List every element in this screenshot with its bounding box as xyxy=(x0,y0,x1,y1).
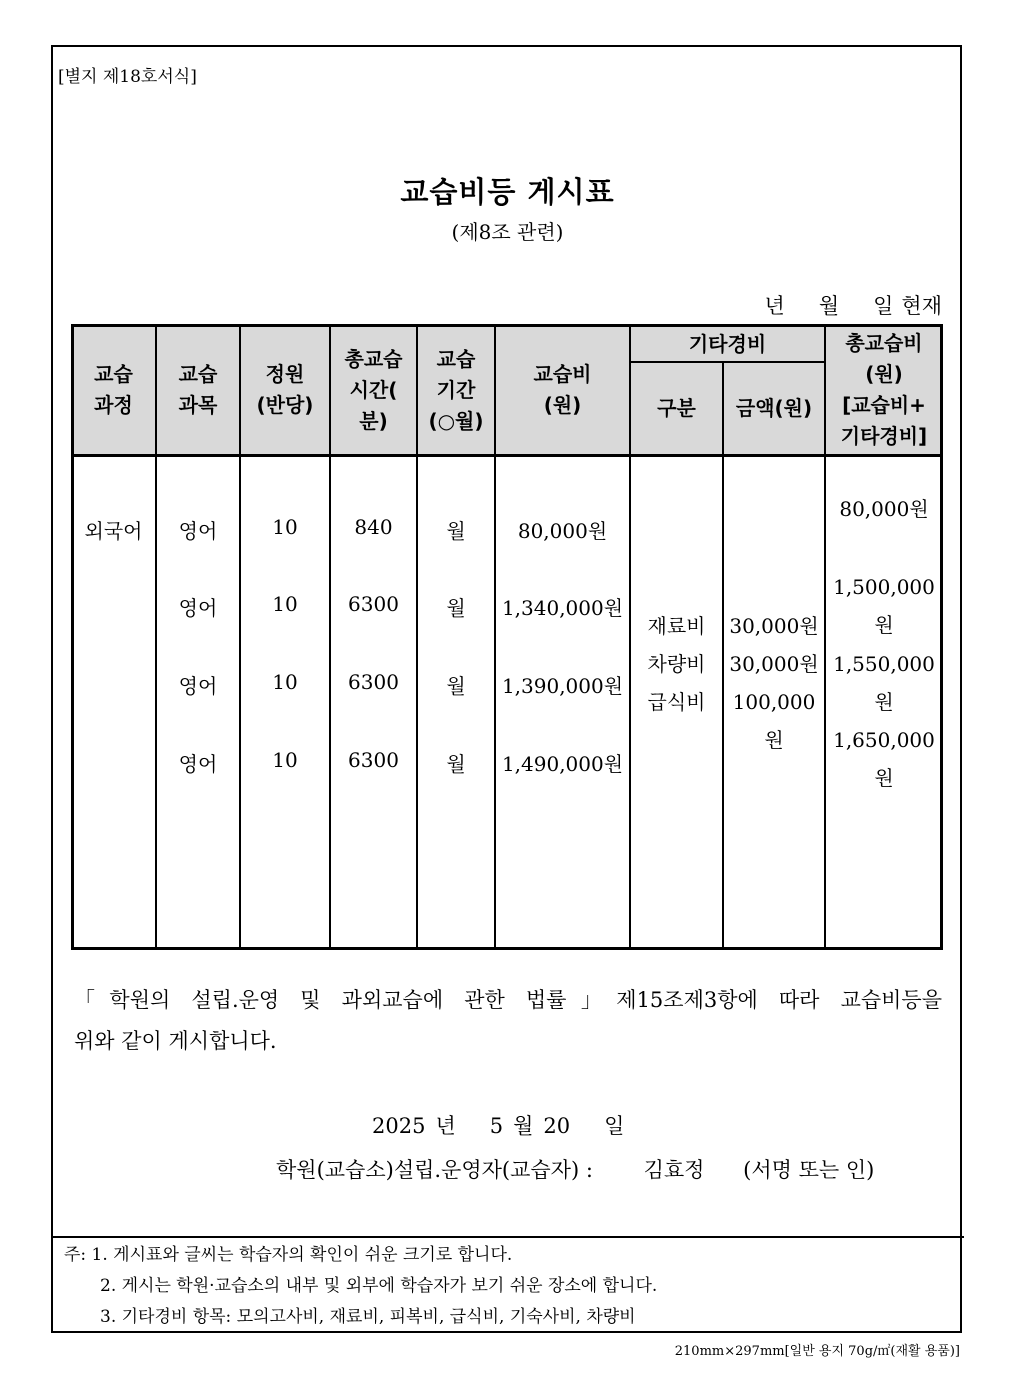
header-capacity: 정원 (반당) xyxy=(256,362,314,417)
header-other-category: 구분 xyxy=(657,396,696,420)
page-title: 교습비등 게시표 xyxy=(400,175,615,209)
as-of-date xyxy=(765,290,942,320)
total-4: 1,650,000 원 xyxy=(833,728,935,790)
other-categories: 재료비 차량비 급식비 xyxy=(647,614,706,714)
signer-line xyxy=(276,1154,874,1184)
row-3-period: 월 xyxy=(446,674,466,698)
date-day: 20 xyxy=(543,1114,571,1138)
signature-hint: (서명 또는 인) xyxy=(743,1158,875,1182)
header-total-hours: 총교습 시간( 분) xyxy=(344,346,403,433)
row-3-hours: 6300 xyxy=(348,670,399,694)
header-course: 교습 과정 xyxy=(94,362,133,417)
row-2-subject: 영어 xyxy=(178,596,218,620)
note-3: 3. 기타경비 항목: 모의고사비, 재료비, 피복비, 급식비, 기숙사비, 차량비 xyxy=(100,1307,636,1327)
row-1-period: 월 xyxy=(446,519,466,543)
total-3: 1,550,000 원 xyxy=(833,652,935,714)
date-day-unit: 일 xyxy=(604,1114,625,1138)
header-subject: 교습 과목 xyxy=(178,362,218,417)
note-2: 2. 게시는 학원·교습소의 내부 및 외부에 학습자가 보기 쉬운 장소에 합니다. xyxy=(100,1276,658,1296)
header-total-cost: 총교습비 (원) [교습비+ 기타경비] xyxy=(840,331,928,448)
row-2-hours: 6300 xyxy=(348,592,399,616)
note-1: 주: 1. 게시표와 글씨는 학습자의 확인이 쉬운 크기로 합니다. xyxy=(64,1245,513,1265)
row-4-period: 월 xyxy=(446,752,466,776)
date-year-unit: 년 xyxy=(435,1114,456,1138)
signer-label: 학원(교습소)설립.운영자(교습자) : xyxy=(276,1158,593,1182)
row-4-subject: 영어 xyxy=(178,752,218,776)
date-year: 2025 xyxy=(372,1114,426,1138)
row-3-subject: 영어 xyxy=(178,674,218,698)
total-1: 80,000원 xyxy=(839,497,929,521)
row-3-capacity: 10 xyxy=(272,670,298,694)
as-of-suffix: 현재 xyxy=(901,294,942,318)
row-4-hours: 6300 xyxy=(348,748,399,772)
header-other-amount: 금액(원) xyxy=(735,396,813,420)
notes xyxy=(64,1240,657,1333)
paper-spec: 210mm×297mm[일반 용지 70g/㎡(재활 용품)] xyxy=(674,1344,960,1359)
as-of-year: 년 xyxy=(764,294,785,318)
date-month: 5 xyxy=(489,1114,504,1138)
row-1-tuition: 80,000원 xyxy=(517,519,608,543)
as-of-month: 월 xyxy=(818,294,840,318)
row-2-capacity: 10 xyxy=(272,592,298,616)
row-1-hours: 840 xyxy=(354,515,393,539)
row-2-tuition: 1,340,000원 xyxy=(501,596,624,620)
date-month-unit: 월 xyxy=(513,1114,534,1138)
other-amounts: 30,000원 30,000원 100,000 원 xyxy=(729,614,819,752)
total-2: 1,500,000 원 xyxy=(833,575,935,637)
as-of-day: 일 xyxy=(873,294,894,318)
row-1-capacity: 10 xyxy=(272,515,298,539)
notes-divider xyxy=(51,1236,964,1238)
header-other-costs: 기타경비 xyxy=(688,331,767,356)
notice-line-2: 위와 같이 게시합니다. xyxy=(74,1029,277,1053)
form-label: [별지 제18호서식] xyxy=(58,67,197,87)
course-cell: 외국어 xyxy=(84,519,143,543)
row-4-tuition: 1,490,000원 xyxy=(501,752,624,776)
header-period: 교습 기간 (○월) xyxy=(428,346,484,433)
page-subtitle: (제8조 관련) xyxy=(451,220,564,244)
header-bottom-line xyxy=(71,454,943,457)
notice-line-1: 「학원의 설립.운영 및 과외교습에 관한 법률」제15조제3항에 따라 교습비등을 xyxy=(74,988,942,1012)
row-3-tuition: 1,390,000원 xyxy=(501,674,624,698)
row-2-period: 월 xyxy=(446,596,466,620)
row-4-capacity: 10 xyxy=(272,748,298,772)
header-tuition: 교습비 (원) xyxy=(533,362,592,417)
signer-name: 김효정 xyxy=(643,1158,705,1182)
sign-date xyxy=(372,1110,624,1140)
row-1-subject: 영어 xyxy=(178,519,218,543)
